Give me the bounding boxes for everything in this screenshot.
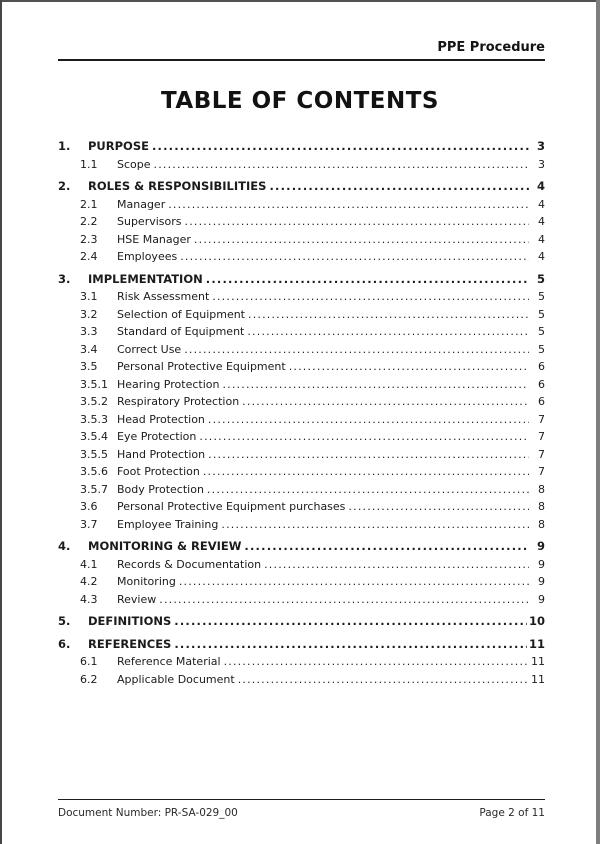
toc-entry-page: 7 [538,412,545,426]
toc-entry-page: 5 [538,307,545,321]
toc-entry [58,538,545,556]
toc-entry-number: 3.4 [80,342,98,356]
toc-entry-page: 9 [538,575,545,588]
toc-entry-page: 8 [538,500,545,513]
toc-entry [58,636,545,654]
toc-entry-number: 6. [58,636,71,651]
toc-leader-dots [152,138,529,156]
toc-leader-dots [244,538,529,556]
toc-leader-dots [208,411,529,429]
toc-entry-page: 8 [538,482,545,496]
toc-entry-label: Scope [117,157,151,171]
toc-entry-label: Personal Protective Equipment [117,360,286,373]
toc-entry-page: 8 [538,517,545,531]
toc-entry-label: Employees [117,250,178,263]
toc-entry-number: 3.5.4 [80,430,108,443]
toc-leader-dots [289,358,529,376]
toc-entry-page: 11 [531,655,545,668]
toc-entry [58,613,545,631]
toc-entry-label: Risk Assessment [117,290,210,303]
toc-entry-label: Records & Documentation [117,557,262,571]
toc-entry-number: 4.2 [80,575,98,588]
toc-leader-dots [224,653,529,671]
toc-entry [58,306,545,324]
toc-leader-dots [206,271,529,289]
toc-entry [58,463,545,481]
toc-leader-dots [208,446,529,464]
header-document-title: PPE Procedure [437,40,545,55]
toc-entry-number: 3.7 [80,517,98,531]
toc-entry [58,516,545,534]
toc-entry-page: 5 [538,325,545,338]
toc-entry-label: Hand Protection [117,447,206,461]
toc-entry-page: 4 [538,197,545,211]
toc-entry-page: 4 [538,215,545,228]
toc-entry-label: Selection of Equipment [117,307,245,321]
toc-entry-page: 9 [536,539,545,553]
toc-entry-label: Standard of Equipment [117,325,245,338]
toc-leader-dots [238,671,529,689]
toc-entry-label: PURPOSE [88,139,149,153]
toc-entry-number: 3.5.2 [80,395,108,408]
toc-entry [58,573,545,591]
toc-entry-number: 2.3 [80,232,98,246]
toc-entry [58,248,545,266]
toc-entry-label: Foot Protection [117,465,200,478]
scan-edge-right [596,0,600,844]
toc-entry-number: 4. [58,539,71,553]
toc-leader-dots [207,481,529,499]
toc-entry-label: HSE Manager [117,232,191,246]
toc-leader-dots [179,573,529,591]
footer-page-label: Page 2 of 11 [479,807,545,819]
toc-entry-page: 5 [538,290,545,303]
toc-entry [58,411,545,429]
toc-entry-label: Employee Training [117,517,219,531]
toc-entry [58,653,545,671]
toc-entry-number: 3.3 [80,325,98,338]
toc-entry-label: Hearing Protection [117,377,220,391]
toc-entry-number: 2. [58,179,71,193]
scan-edge-top [0,0,600,2]
toc-entry-label: Reference Material [117,655,221,668]
toc-entry [58,156,545,174]
toc-entry-page: 9 [538,557,545,571]
toc-leader-dots [203,463,529,481]
toc-entry-page: 6 [538,360,545,373]
toc-entry [58,323,545,341]
toc-entry-number: 3.5.1 [80,377,108,391]
toc-entry-label: Eye Protection [117,430,197,443]
toc-entry-label: Correct Use [117,342,182,356]
toc-entry-label: Review [117,592,157,606]
toc-leader-dots [212,288,529,306]
toc-entry-page: 6 [538,395,545,408]
toc-entry-number: 3. [58,271,71,286]
toc-entry [58,556,545,574]
toc-leader-dots [199,428,529,446]
toc-entry-label: ROLES & RESPONSIBILITIES [88,179,267,193]
toc-entry-label: Supervisors [117,215,182,228]
toc-list [58,133,545,688]
toc-entry-number: 2.1 [80,197,98,211]
toc-entry-number: 2.2 [80,215,98,228]
toc-entry-number: 5. [58,614,71,628]
toc-entry-page: 5 [538,342,545,356]
toc-entry-page: 4 [538,250,545,263]
toc-leader-dots [247,323,529,341]
toc-entry-label: Personal Protective Equipment purchases [117,500,346,513]
toc-entry [58,288,545,306]
toc-entry-label: Respiratory Protection [117,395,240,408]
toc-entry [58,498,545,516]
toc-leader-dots [248,306,529,324]
toc-entry-label: Monitoring [117,575,176,588]
toc-entry [58,213,545,231]
toc-entry-page: 5 [536,271,545,286]
toc-entry-page: 6 [538,377,545,391]
toc-entry [58,591,545,609]
toc-entry [58,341,545,359]
toc-entry-page: 7 [538,465,545,478]
toc-entry-label: MONITORING & REVIEW [88,539,242,553]
toc-entry-number: 4.3 [80,592,98,606]
toc-entry-number: 3.2 [80,307,98,321]
toc-entry-label: REFERENCES [88,636,172,651]
toc-leader-dots [242,393,529,411]
toc-entry [58,178,545,196]
toc-entry-page: 10 [528,614,545,628]
toc-entry-number: 3.6 [80,500,98,513]
toc-leader-dots [174,636,527,654]
toc-entry-page: 9 [538,592,545,606]
toc-entry-label: Manager [117,197,166,211]
toc-entry-number: 3.1 [80,290,98,303]
toc-entry-page: 11 [528,636,545,651]
toc-entry [58,671,545,689]
toc-entry-page: 3 [538,157,545,171]
toc-entry [58,358,545,376]
toc-leader-dots [221,516,529,534]
toc-leader-dots [348,498,529,516]
toc-entry [58,376,545,394]
toc-entry-number: 2.4 [80,250,98,263]
toc-leader-dots [180,248,529,266]
toc-entry-page: 7 [538,447,545,461]
toc-entry-page: 7 [538,430,545,443]
toc-leader-dots [184,341,529,359]
toc-entry [58,138,545,156]
toc-entry-number: 3.5.6 [80,465,108,478]
toc-entry [58,393,545,411]
toc-entry-number: 1. [58,139,71,153]
toc-leader-dots [159,591,529,609]
toc-entry-page: 4 [536,179,545,193]
toc-entry-number: 4.1 [80,557,98,571]
toc-entry-label: IMPLEMENTATION [88,271,203,286]
toc-entry-number: 6.2 [80,672,98,686]
toc-entry-number: 3.5.7 [80,482,108,496]
toc-entry [58,481,545,499]
toc-leader-dots [264,556,529,574]
toc-entry-page: 3 [536,139,545,153]
toc-entry [58,271,545,289]
footer-document-number: Document Number: PR-SA-029_00 [58,807,238,819]
toc-leader-dots [168,196,529,214]
toc-entry-number: 3.5.5 [80,447,108,461]
toc-leader-dots [154,156,529,174]
toc-leader-dots [194,231,529,249]
toc-entry-number: 1.1 [80,157,98,171]
scan-edge-left [0,0,2,844]
toc-entry-page: 4 [538,232,545,246]
toc-entry-label: Head Protection [117,412,205,426]
toc-leader-dots [222,376,529,394]
toc-entry-page: 11 [531,672,545,686]
toc-entry-number: 3.5.3 [80,412,108,426]
toc-entry [58,428,545,446]
toc-leader-dots [269,178,529,196]
page-footer [58,799,545,819]
toc-entry [58,196,545,214]
toc-leader-dots [185,213,529,231]
toc-entry-label: Applicable Document [117,672,235,686]
toc-leader-dots [174,613,527,631]
toc-entry-label: Body Protection [117,482,204,496]
toc-entry [58,446,545,464]
toc-entry-number: 6.1 [80,655,98,668]
page-title: TABLE OF CONTENTS [161,88,439,114]
toc-entry-label: DEFINITIONS [88,614,172,628]
page-header [58,40,545,61]
toc-entry [58,231,545,249]
toc-entry-number: 3.5 [80,360,98,373]
